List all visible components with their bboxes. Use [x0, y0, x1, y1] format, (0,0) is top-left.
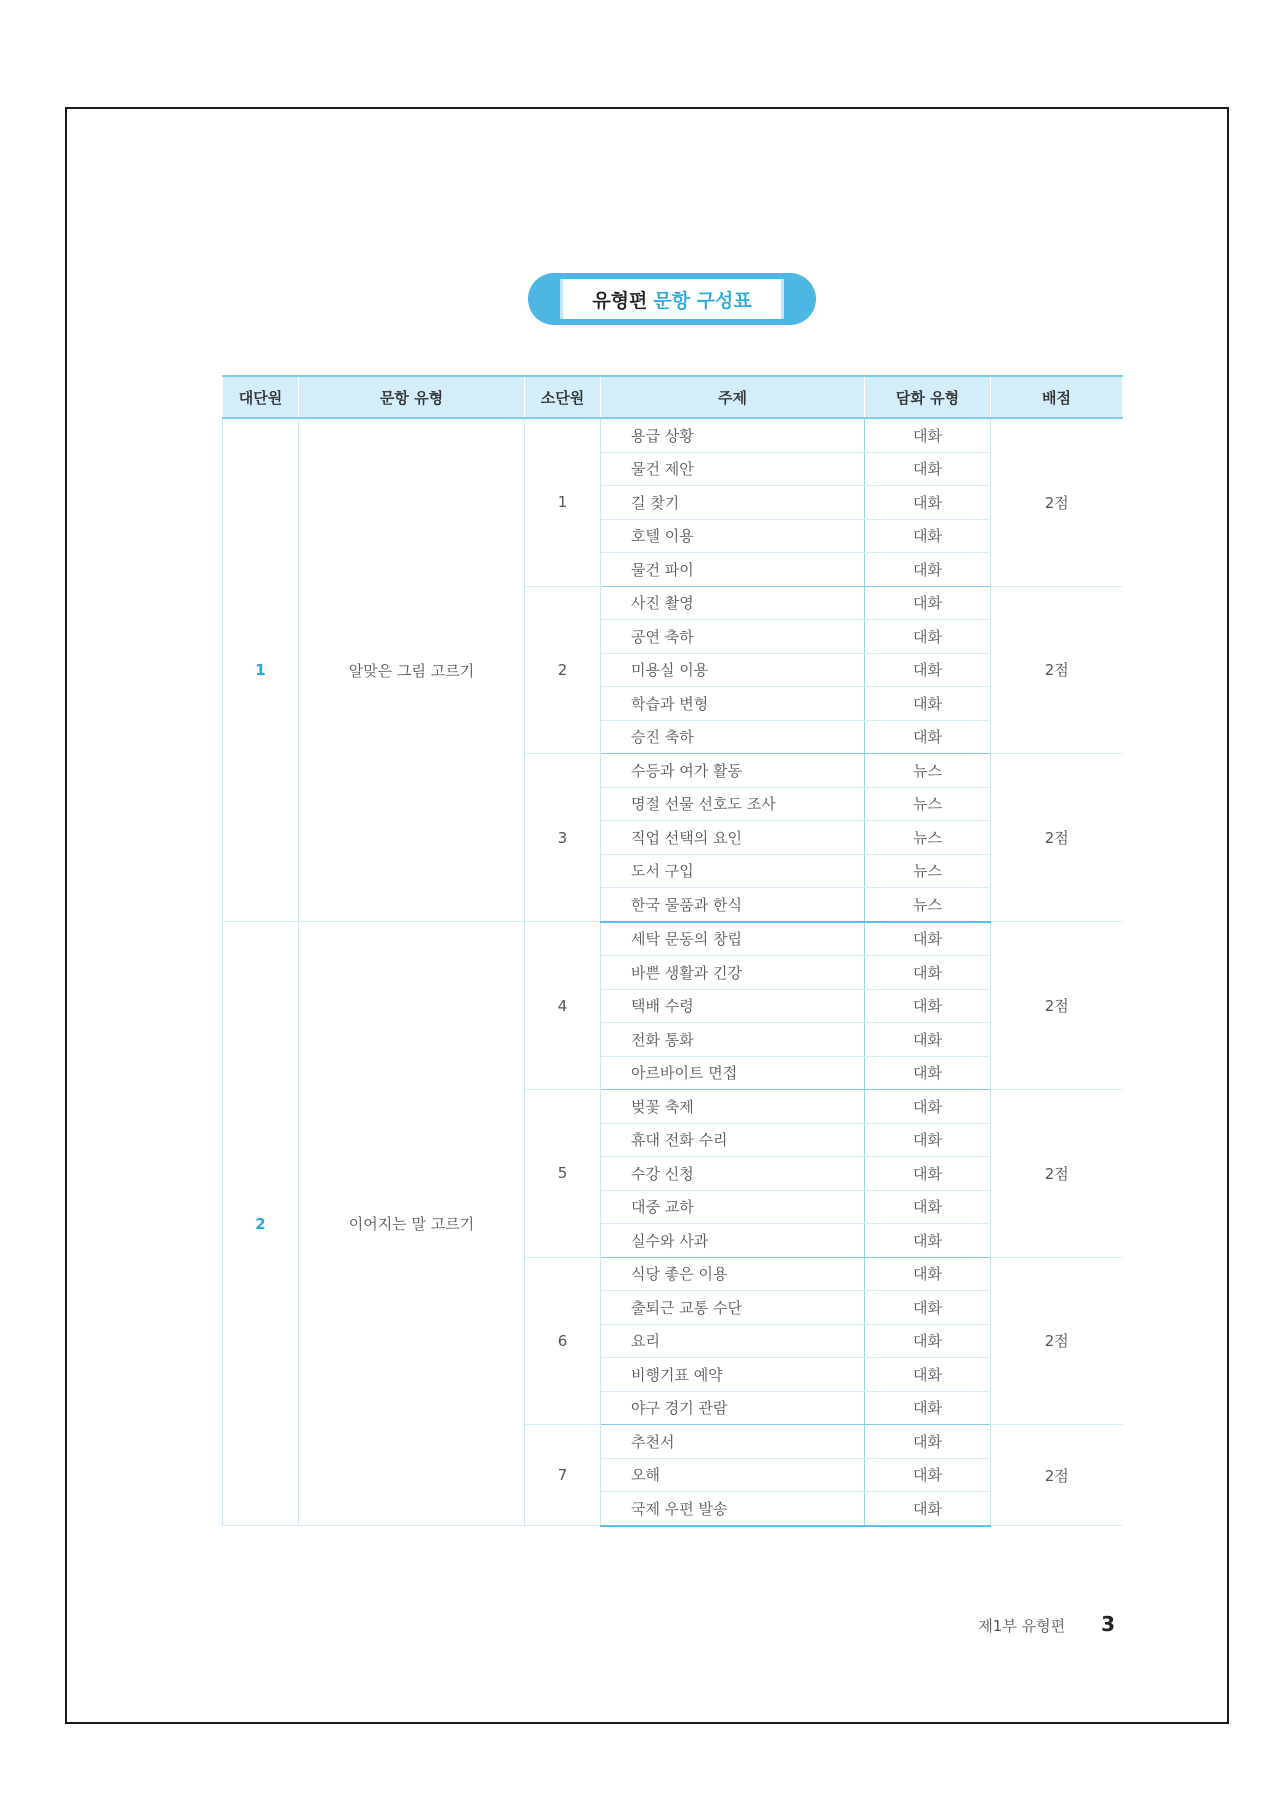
discourse-type-cell: 대화 — [865, 553, 991, 587]
discourse-type-cell: 뉴스 — [865, 787, 991, 821]
discourse-type-cell: 대화 — [865, 1157, 991, 1191]
topic-cell: 호텔 이용 — [601, 519, 865, 553]
unit-number: 1 — [223, 418, 299, 922]
header-cell: 대단원 — [223, 376, 299, 418]
score-cell: 2점 — [991, 1090, 1123, 1258]
header-cell: 배점 — [991, 376, 1123, 418]
topic-cell: 비행기표 예약 — [601, 1358, 865, 1392]
discourse-type-cell: 뉴스 — [865, 754, 991, 788]
page-number: 3 — [1101, 1612, 1115, 1636]
question-type: 이어지는 말 고르기 — [299, 922, 525, 1526]
discourse-type-cell: 대화 — [865, 1257, 991, 1291]
score-cell: 2점 — [991, 922, 1123, 1090]
discourse-type-cell: 대화 — [865, 1090, 991, 1124]
discourse-type-cell: 대화 — [865, 956, 991, 990]
topic-cell: 추천서 — [601, 1425, 865, 1459]
discourse-type-cell: 대화 — [865, 586, 991, 620]
topic-cell: 용급 상황 — [601, 418, 865, 452]
page-footer — [978, 1612, 1115, 1636]
topic-cell: 도서 구입 — [601, 854, 865, 888]
discourse-type-cell: 대화 — [865, 486, 991, 520]
topic-cell: 학습과 변형 — [601, 687, 865, 721]
topic-cell: 택배 수령 — [601, 989, 865, 1023]
score-cell: 2점 — [991, 586, 1123, 754]
discourse-type-cell: 대화 — [865, 1358, 991, 1392]
discourse-type-cell: 뉴스 — [865, 888, 991, 922]
header-cell: 문항 유형 — [299, 376, 525, 418]
discourse-type-cell: 대화 — [865, 922, 991, 956]
topic-cell: 야구 경기 관람 — [601, 1391, 865, 1425]
discourse-type-cell: 대화 — [865, 1391, 991, 1425]
subunit-number: 5 — [525, 1090, 601, 1258]
subunit-number: 1 — [525, 418, 601, 586]
subunit-number: 4 — [525, 922, 601, 1090]
discourse-type-cell: 대화 — [865, 720, 991, 754]
header-cell: 담화 유형 — [865, 376, 991, 418]
title-box — [560, 279, 784, 319]
table-body — [223, 418, 1123, 1526]
question-type: 알맞은 그림 고르기 — [299, 418, 525, 922]
topic-cell: 출퇴근 교통 수단 — [601, 1291, 865, 1325]
topic-cell: 국제 우편 발송 — [601, 1492, 865, 1526]
topic-cell: 식당 좋은 이용 — [601, 1257, 865, 1291]
discourse-type-cell: 대화 — [865, 1123, 991, 1157]
topic-cell: 요리 — [601, 1324, 865, 1358]
header-row — [223, 376, 1123, 418]
topic-cell: 승진 축하 — [601, 720, 865, 754]
topic-cell: 직업 선택의 요인 — [601, 821, 865, 855]
topic-cell: 수강 신청 — [601, 1157, 865, 1191]
table-row — [223, 418, 1123, 452]
discourse-type-cell: 대화 — [865, 687, 991, 721]
topic-cell: 아르바이트 면접 — [601, 1056, 865, 1090]
title-part1: 유형편 — [592, 289, 648, 312]
header-cell: 소단원 — [525, 376, 601, 418]
subunit-number: 2 — [525, 586, 601, 754]
discourse-type-cell: 대화 — [865, 519, 991, 553]
topic-cell: 공연 축하 — [601, 620, 865, 654]
discourse-type-cell: 대화 — [865, 1291, 991, 1325]
title-part2: 문항 구성표 — [653, 289, 752, 312]
discourse-type-cell: 대화 — [865, 1056, 991, 1090]
topic-cell: 미용실 이용 — [601, 653, 865, 687]
discourse-type-cell: 대화 — [865, 1324, 991, 1358]
subunit-number: 7 — [525, 1425, 601, 1526]
topic-cell: 물건 제안 — [601, 452, 865, 486]
composition-table — [222, 375, 1123, 1527]
title-banner — [528, 273, 816, 325]
topic-cell: 휴대 전화 수리 — [601, 1123, 865, 1157]
subunit-number: 3 — [525, 754, 601, 922]
topic-cell: 오해 — [601, 1458, 865, 1492]
topic-cell: 실수와 사과 — [601, 1224, 865, 1258]
topic-cell: 전화 통화 — [601, 1023, 865, 1057]
unit-number: 2 — [223, 922, 299, 1526]
header-cell: 주제 — [601, 376, 865, 418]
topic-cell: 대중 교하 — [601, 1190, 865, 1224]
topic-cell: 길 찾기 — [601, 486, 865, 520]
score-cell: 2점 — [991, 1257, 1123, 1425]
table-row — [223, 922, 1123, 956]
topic-cell: 명절 선물 선호도 조사 — [601, 787, 865, 821]
footer-part-label: 제1부 유형편 — [978, 1617, 1066, 1635]
discourse-type-cell: 대화 — [865, 653, 991, 687]
discourse-type-cell: 뉴스 — [865, 821, 991, 855]
score-cell: 2점 — [991, 754, 1123, 922]
discourse-type-cell: 대화 — [865, 1458, 991, 1492]
discourse-type-cell: 대화 — [865, 1023, 991, 1057]
discourse-type-cell: 대화 — [865, 452, 991, 486]
topic-cell: 물건 파이 — [601, 553, 865, 587]
topic-cell: 세탁 문동의 창립 — [601, 922, 865, 956]
discourse-type-cell: 뉴스 — [865, 854, 991, 888]
topic-cell: 바쁜 생활과 긴강 — [601, 956, 865, 990]
subunit-number: 6 — [525, 1257, 601, 1425]
discourse-type-cell: 대화 — [865, 989, 991, 1023]
topic-cell: 한국 물품과 한식 — [601, 888, 865, 922]
topic-cell: 벚꽃 축제 — [601, 1090, 865, 1124]
discourse-type-cell: 대화 — [865, 1425, 991, 1459]
discourse-type-cell: 대화 — [865, 620, 991, 654]
discourse-type-cell: 대화 — [865, 1492, 991, 1526]
discourse-type-cell: 대화 — [865, 418, 991, 452]
score-cell: 2점 — [991, 418, 1123, 586]
topic-cell: 사진 촬영 — [601, 586, 865, 620]
discourse-type-cell: 대화 — [865, 1224, 991, 1258]
discourse-type-cell: 대화 — [865, 1190, 991, 1224]
score-cell: 2점 — [991, 1425, 1123, 1526]
topic-cell: 수등과 여가 활동 — [601, 754, 865, 788]
